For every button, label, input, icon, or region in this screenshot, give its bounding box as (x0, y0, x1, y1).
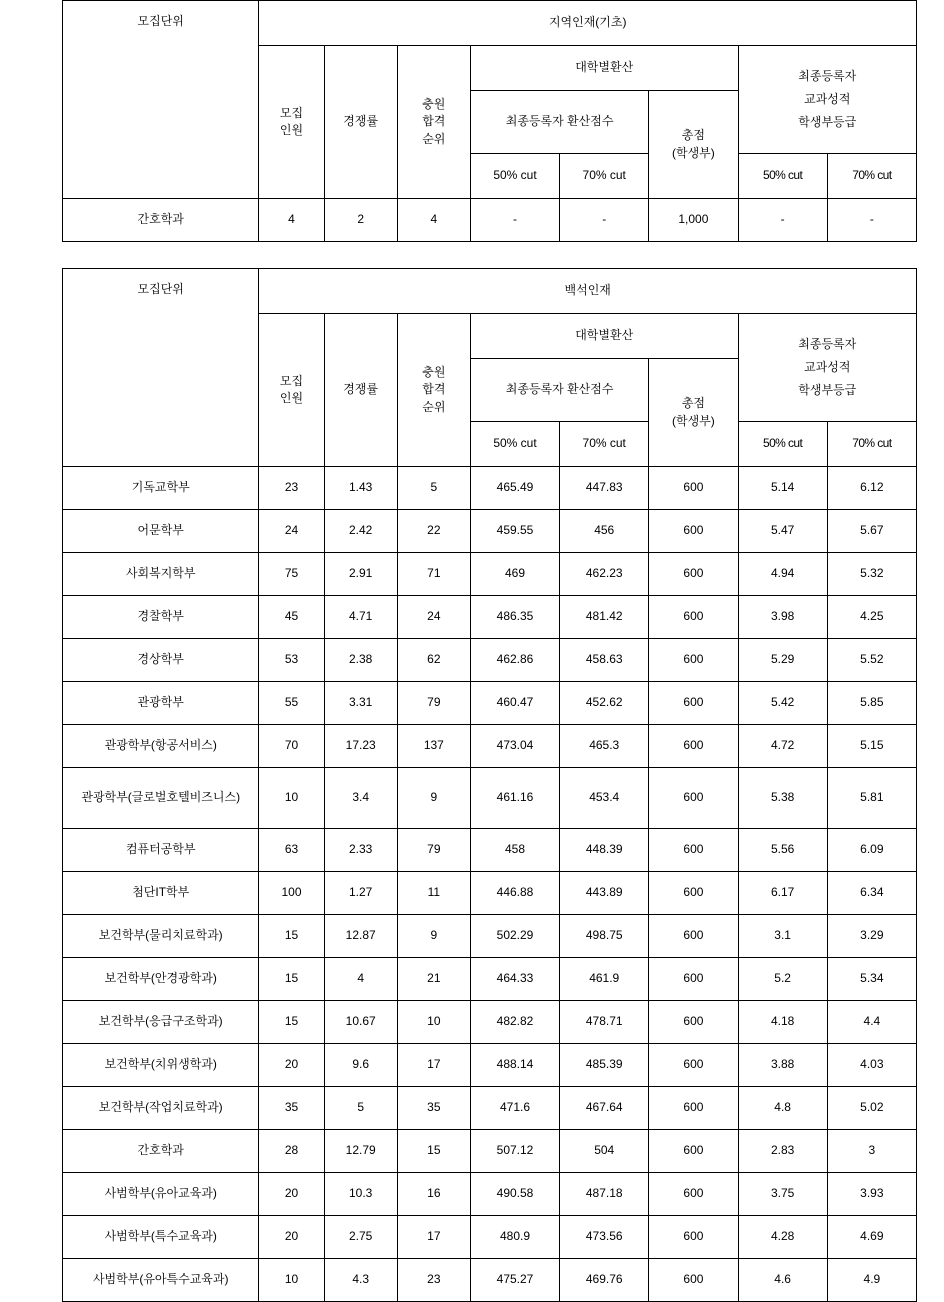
cell-grade-cut-50: 4.28 (738, 1216, 827, 1259)
cell-grade-cut-70: 5.52 (827, 639, 916, 682)
cell-quota: 53 (259, 639, 324, 682)
cell-total-score: 600 (649, 915, 738, 958)
cell-conversion-cut-70: 465.3 (560, 725, 649, 768)
cell-quota: 24 (259, 510, 324, 553)
cell-grade-cut-70: 6.34 (827, 872, 916, 915)
header-final-enrollee-score: 최종등록자 환산점수 (470, 359, 648, 422)
cell-competition-ratio: 4 (324, 958, 397, 1001)
header-quota: 모집 인원 (259, 46, 324, 199)
cell-competition-ratio: 1.43 (324, 467, 397, 510)
table-row (63, 725, 917, 768)
cell-recruitment-unit: 보건학부(물리치료학과) (63, 915, 259, 958)
cell-grade-cut-70: 5.81 (827, 768, 916, 829)
cell-conversion-cut-70: 478.71 (560, 1001, 649, 1044)
table-row (63, 1216, 917, 1259)
cell-conversion-cut-50: 507.12 (470, 1130, 559, 1173)
header-recruitment-unit: 모집단위 (63, 269, 259, 467)
table-row (63, 1001, 917, 1044)
cell-total-score: 600 (649, 1130, 738, 1173)
header-total-score: 총점 (학생부) (649, 359, 738, 467)
cell-conversion-cut-70: 467.64 (560, 1087, 649, 1130)
cell-recruitment-unit: 기독교학부 (63, 467, 259, 510)
cell-grade-cut-70: 5.32 (827, 553, 916, 596)
cell-competition-ratio: 4.71 (324, 596, 397, 639)
header-competition-ratio: 경쟁률 (324, 314, 397, 467)
cell-grade-cut-50: - (738, 199, 827, 242)
table-row (63, 199, 917, 242)
cell-competition-ratio: 2.75 (324, 1216, 397, 1259)
header-track-name: 지역인재(기초) (259, 1, 917, 46)
cell-conversion-cut-70: 473.56 (560, 1216, 649, 1259)
cell-quota: 15 (259, 1001, 324, 1044)
table-row (63, 467, 917, 510)
cell-additional-pass-rank: 35 (397, 1087, 470, 1130)
cell-total-score: 600 (649, 1173, 738, 1216)
cell-additional-pass-rank: 17 (397, 1044, 470, 1087)
cell-competition-ratio: 12.79 (324, 1130, 397, 1173)
cell-conversion-cut-50: 480.9 (470, 1216, 559, 1259)
cell-additional-pass-rank: 9 (397, 768, 470, 829)
header-grade-cut-70: 70% cut (827, 422, 916, 467)
cell-recruitment-unit: 보건학부(치위생학과) (63, 1044, 259, 1087)
cell-conversion-cut-70: - (560, 199, 649, 242)
cell-recruitment-unit: 관광학부(글로벌호텔비즈니스) (63, 768, 259, 829)
cell-grade-cut-70: - (827, 199, 916, 242)
cell-conversion-cut-70: 498.75 (560, 915, 649, 958)
cell-grade-cut-70: 5.34 (827, 958, 916, 1001)
cell-competition-ratio: 10.67 (324, 1001, 397, 1044)
cell-recruitment-unit: 경찰학부 (63, 596, 259, 639)
header-final-enrollee-grade: 최종등록자 교과성적 학생부등급 (738, 46, 917, 154)
cell-competition-ratio: 4.3 (324, 1259, 397, 1302)
table-row (63, 510, 917, 553)
cell-conversion-cut-50: 490.58 (470, 1173, 559, 1216)
cell-competition-ratio: 3.4 (324, 768, 397, 829)
cell-quota: 10 (259, 768, 324, 829)
table-row (63, 1130, 917, 1173)
cell-grade-cut-50: 4.72 (738, 725, 827, 768)
cell-additional-pass-rank: 24 (397, 596, 470, 639)
cell-competition-ratio: 3.31 (324, 682, 397, 725)
cell-grade-cut-50: 5.38 (738, 768, 827, 829)
cell-grade-cut-50: 2.83 (738, 1130, 827, 1173)
cell-quota: 63 (259, 829, 324, 872)
cell-conversion-cut-50: 461.16 (470, 768, 559, 829)
table-row (63, 1044, 917, 1087)
cell-grade-cut-70: 4.69 (827, 1216, 916, 1259)
cell-total-score: 600 (649, 1259, 738, 1302)
cell-quota: 55 (259, 682, 324, 725)
cell-grade-cut-50: 3.1 (738, 915, 827, 958)
cell-grade-cut-50: 5.2 (738, 958, 827, 1001)
table-row (63, 958, 917, 1001)
table-row (63, 872, 917, 915)
header-grade-cut-50: 50% cut (738, 154, 827, 199)
cell-grade-cut-50: 6.17 (738, 872, 827, 915)
cell-additional-pass-rank: 79 (397, 829, 470, 872)
cell-quota: 70 (259, 725, 324, 768)
cell-quota: 23 (259, 467, 324, 510)
cell-conversion-cut-70: 461.9 (560, 958, 649, 1001)
cell-grade-cut-50: 5.42 (738, 682, 827, 725)
cell-conversion-cut-50: 446.88 (470, 872, 559, 915)
cell-conversion-cut-50: 458 (470, 829, 559, 872)
cell-total-score: 600 (649, 596, 738, 639)
cell-total-score: 600 (649, 829, 738, 872)
cell-recruitment-unit: 보건학부(작업치료학과) (63, 1087, 259, 1130)
cell-total-score: 600 (649, 553, 738, 596)
cell-additional-pass-rank: 16 (397, 1173, 470, 1216)
cell-competition-ratio: 2 (324, 199, 397, 242)
cell-quota: 28 (259, 1130, 324, 1173)
cell-conversion-cut-50: 460.47 (470, 682, 559, 725)
cell-conversion-cut-70: 447.83 (560, 467, 649, 510)
cell-quota: 35 (259, 1087, 324, 1130)
cell-quota: 20 (259, 1044, 324, 1087)
cell-recruitment-unit: 관광학부 (63, 682, 259, 725)
cell-quota: 45 (259, 596, 324, 639)
header-recruitment-unit: 모집단위 (63, 1, 259, 199)
header-row-track (63, 269, 917, 314)
header-additional-pass-rank: 충원 합격 순위 (397, 314, 470, 467)
cell-total-score: 600 (649, 725, 738, 768)
cell-total-score: 600 (649, 510, 738, 553)
cell-recruitment-unit: 간호학과 (63, 1130, 259, 1173)
cell-additional-pass-rank: 5 (397, 467, 470, 510)
results-table-local-talent-basic (62, 0, 917, 242)
cell-additional-pass-rank: 9 (397, 915, 470, 958)
cell-conversion-cut-70: 481.42 (560, 596, 649, 639)
cell-quota: 4 (259, 199, 324, 242)
table-row (63, 829, 917, 872)
header-conversion-cut-70: 70% cut (560, 422, 649, 467)
cell-conversion-cut-70: 458.63 (560, 639, 649, 682)
cell-conversion-cut-50: 473.04 (470, 725, 559, 768)
header-conversion-cut-70: 70% cut (560, 154, 649, 199)
cell-conversion-cut-50: 482.82 (470, 1001, 559, 1044)
cell-additional-pass-rank: 71 (397, 553, 470, 596)
cell-grade-cut-50: 4.8 (738, 1087, 827, 1130)
cell-recruitment-unit: 어문학부 (63, 510, 259, 553)
header-university-conversion: 대학별환산 (470, 46, 738, 91)
cell-recruitment-unit: 사회복지학부 (63, 553, 259, 596)
cell-recruitment-unit: 첨단IT학부 (63, 872, 259, 915)
cell-grade-cut-50: 4.6 (738, 1259, 827, 1302)
cell-additional-pass-rank: 15 (397, 1130, 470, 1173)
table-row (63, 1087, 917, 1130)
cell-conversion-cut-70: 462.23 (560, 553, 649, 596)
cell-competition-ratio: 2.38 (324, 639, 397, 682)
tables-container (62, 0, 944, 1302)
cell-grade-cut-70: 6.12 (827, 467, 916, 510)
cell-recruitment-unit: 경상학부 (63, 639, 259, 682)
cell-grade-cut-50: 3.75 (738, 1173, 827, 1216)
cell-grade-cut-50: 3.88 (738, 1044, 827, 1087)
cell-total-score: 600 (649, 682, 738, 725)
cell-total-score: 600 (649, 1001, 738, 1044)
cell-total-score: 600 (649, 768, 738, 829)
cell-grade-cut-70: 5.85 (827, 682, 916, 725)
cell-competition-ratio: 2.91 (324, 553, 397, 596)
cell-grade-cut-50: 3.98 (738, 596, 827, 639)
cell-conversion-cut-70: 469.76 (560, 1259, 649, 1302)
cell-conversion-cut-50: 464.33 (470, 958, 559, 1001)
cell-additional-pass-rank: 21 (397, 958, 470, 1001)
cell-grade-cut-70: 3.29 (827, 915, 916, 958)
cell-conversion-cut-70: 456 (560, 510, 649, 553)
cell-total-score: 600 (649, 639, 738, 682)
cell-additional-pass-rank: 62 (397, 639, 470, 682)
table-row (63, 682, 917, 725)
cell-competition-ratio: 2.42 (324, 510, 397, 553)
cell-additional-pass-rank: 23 (397, 1259, 470, 1302)
cell-total-score: 1,000 (649, 199, 738, 242)
cell-conversion-cut-50: 486.35 (470, 596, 559, 639)
cell-quota: 10 (259, 1259, 324, 1302)
header-university-conversion: 대학별환산 (470, 314, 738, 359)
cell-conversion-cut-50: 465.49 (470, 467, 559, 510)
cell-competition-ratio: 2.33 (324, 829, 397, 872)
cell-total-score: 600 (649, 467, 738, 510)
table-row (63, 639, 917, 682)
cell-conversion-cut-70: 452.62 (560, 682, 649, 725)
cell-competition-ratio: 17.23 (324, 725, 397, 768)
cell-conversion-cut-50: 488.14 (470, 1044, 559, 1087)
cell-quota: 20 (259, 1216, 324, 1259)
cell-additional-pass-rank: 137 (397, 725, 470, 768)
cell-grade-cut-50: 5.29 (738, 639, 827, 682)
cell-conversion-cut-70: 443.89 (560, 872, 649, 915)
cell-total-score: 600 (649, 958, 738, 1001)
header-conversion-cut-50: 50% cut (470, 154, 559, 199)
table-spacer (62, 242, 944, 268)
table-row (63, 596, 917, 639)
table-row (63, 1259, 917, 1302)
header-final-enrollee-grade: 최종등록자 교과성적 학생부등급 (738, 314, 916, 422)
header-row-track (63, 1, 917, 46)
cell-recruitment-unit: 간호학과 (63, 199, 259, 242)
table-row (63, 768, 917, 829)
cell-grade-cut-50: 5.47 (738, 510, 827, 553)
cell-recruitment-unit: 관광학부(항공서비스) (63, 725, 259, 768)
cell-additional-pass-rank: 22 (397, 510, 470, 553)
table-row (63, 553, 917, 596)
cell-total-score: 600 (649, 1216, 738, 1259)
cell-grade-cut-50: 4.94 (738, 553, 827, 596)
table-row (63, 1173, 917, 1216)
cell-quota: 20 (259, 1173, 324, 1216)
cell-quota: 15 (259, 915, 324, 958)
cell-conversion-cut-70: 485.39 (560, 1044, 649, 1087)
cell-additional-pass-rank: 4 (397, 199, 470, 242)
cell-grade-cut-70: 3.93 (827, 1173, 916, 1216)
results-table-baekseok-talent (62, 268, 917, 1302)
table-row (63, 915, 917, 958)
cell-total-score: 600 (649, 1044, 738, 1087)
header-quota: 모집 인원 (259, 314, 324, 467)
cell-competition-ratio: 10.3 (324, 1173, 397, 1216)
cell-recruitment-unit: 보건학부(응급구조학과) (63, 1001, 259, 1044)
cell-conversion-cut-50: 469 (470, 553, 559, 596)
cell-grade-cut-70: 4.03 (827, 1044, 916, 1087)
cell-competition-ratio: 1.27 (324, 872, 397, 915)
cell-conversion-cut-70: 487.18 (560, 1173, 649, 1216)
cell-quota: 15 (259, 958, 324, 1001)
header-competition-ratio: 경쟁률 (324, 46, 397, 199)
cell-conversion-cut-70: 448.39 (560, 829, 649, 872)
cell-grade-cut-70: 4.9 (827, 1259, 916, 1302)
cell-grade-cut-70: 5.02 (827, 1087, 916, 1130)
header-conversion-cut-50: 50% cut (470, 422, 559, 467)
cell-grade-cut-70: 6.09 (827, 829, 916, 872)
cell-grade-cut-50: 5.56 (738, 829, 827, 872)
header-track-name: 백석인재 (259, 269, 917, 314)
cell-competition-ratio: 9.6 (324, 1044, 397, 1087)
cell-grade-cut-50: 5.14 (738, 467, 827, 510)
cell-grade-cut-70: 4.4 (827, 1001, 916, 1044)
header-total-score: 총점 (학생부) (649, 91, 738, 199)
header-grade-cut-70: 70% cut (827, 154, 916, 199)
cell-recruitment-unit: 사범학부(특수교육과) (63, 1216, 259, 1259)
cell-conversion-cut-50: 502.29 (470, 915, 559, 958)
cell-grade-cut-50: 4.18 (738, 1001, 827, 1044)
header-grade-cut-50: 50% cut (738, 422, 827, 467)
cell-recruitment-unit: 컴퓨터공학부 (63, 829, 259, 872)
cell-grade-cut-70: 5.15 (827, 725, 916, 768)
cell-conversion-cut-50: - (470, 199, 559, 242)
header-final-enrollee-score: 최종등록자 환산점수 (470, 91, 648, 154)
cell-additional-pass-rank: 17 (397, 1216, 470, 1259)
cell-recruitment-unit: 보건학부(안경광학과) (63, 958, 259, 1001)
cell-grade-cut-70: 4.25 (827, 596, 916, 639)
header-additional-pass-rank: 충원 합격 순위 (397, 46, 470, 199)
cell-additional-pass-rank: 11 (397, 872, 470, 915)
cell-quota: 75 (259, 553, 324, 596)
cell-total-score: 600 (649, 1087, 738, 1130)
cell-conversion-cut-50: 471.6 (470, 1087, 559, 1130)
cell-total-score: 600 (649, 872, 738, 915)
cell-conversion-cut-50: 462.86 (470, 639, 559, 682)
cell-recruitment-unit: 사범학부(유아교육과) (63, 1173, 259, 1216)
cell-recruitment-unit: 사범학부(유아특수교육과) (63, 1259, 259, 1302)
cell-competition-ratio: 12.87 (324, 915, 397, 958)
cell-competition-ratio: 5 (324, 1087, 397, 1130)
cell-conversion-cut-50: 459.55 (470, 510, 559, 553)
cell-conversion-cut-50: 475.27 (470, 1259, 559, 1302)
cell-conversion-cut-70: 453.4 (560, 768, 649, 829)
cell-quota: 100 (259, 872, 324, 915)
cell-additional-pass-rank: 10 (397, 1001, 470, 1044)
cell-grade-cut-70: 5.67 (827, 510, 916, 553)
cell-grade-cut-70: 3 (827, 1130, 916, 1173)
cell-additional-pass-rank: 79 (397, 682, 470, 725)
cell-conversion-cut-70: 504 (560, 1130, 649, 1173)
